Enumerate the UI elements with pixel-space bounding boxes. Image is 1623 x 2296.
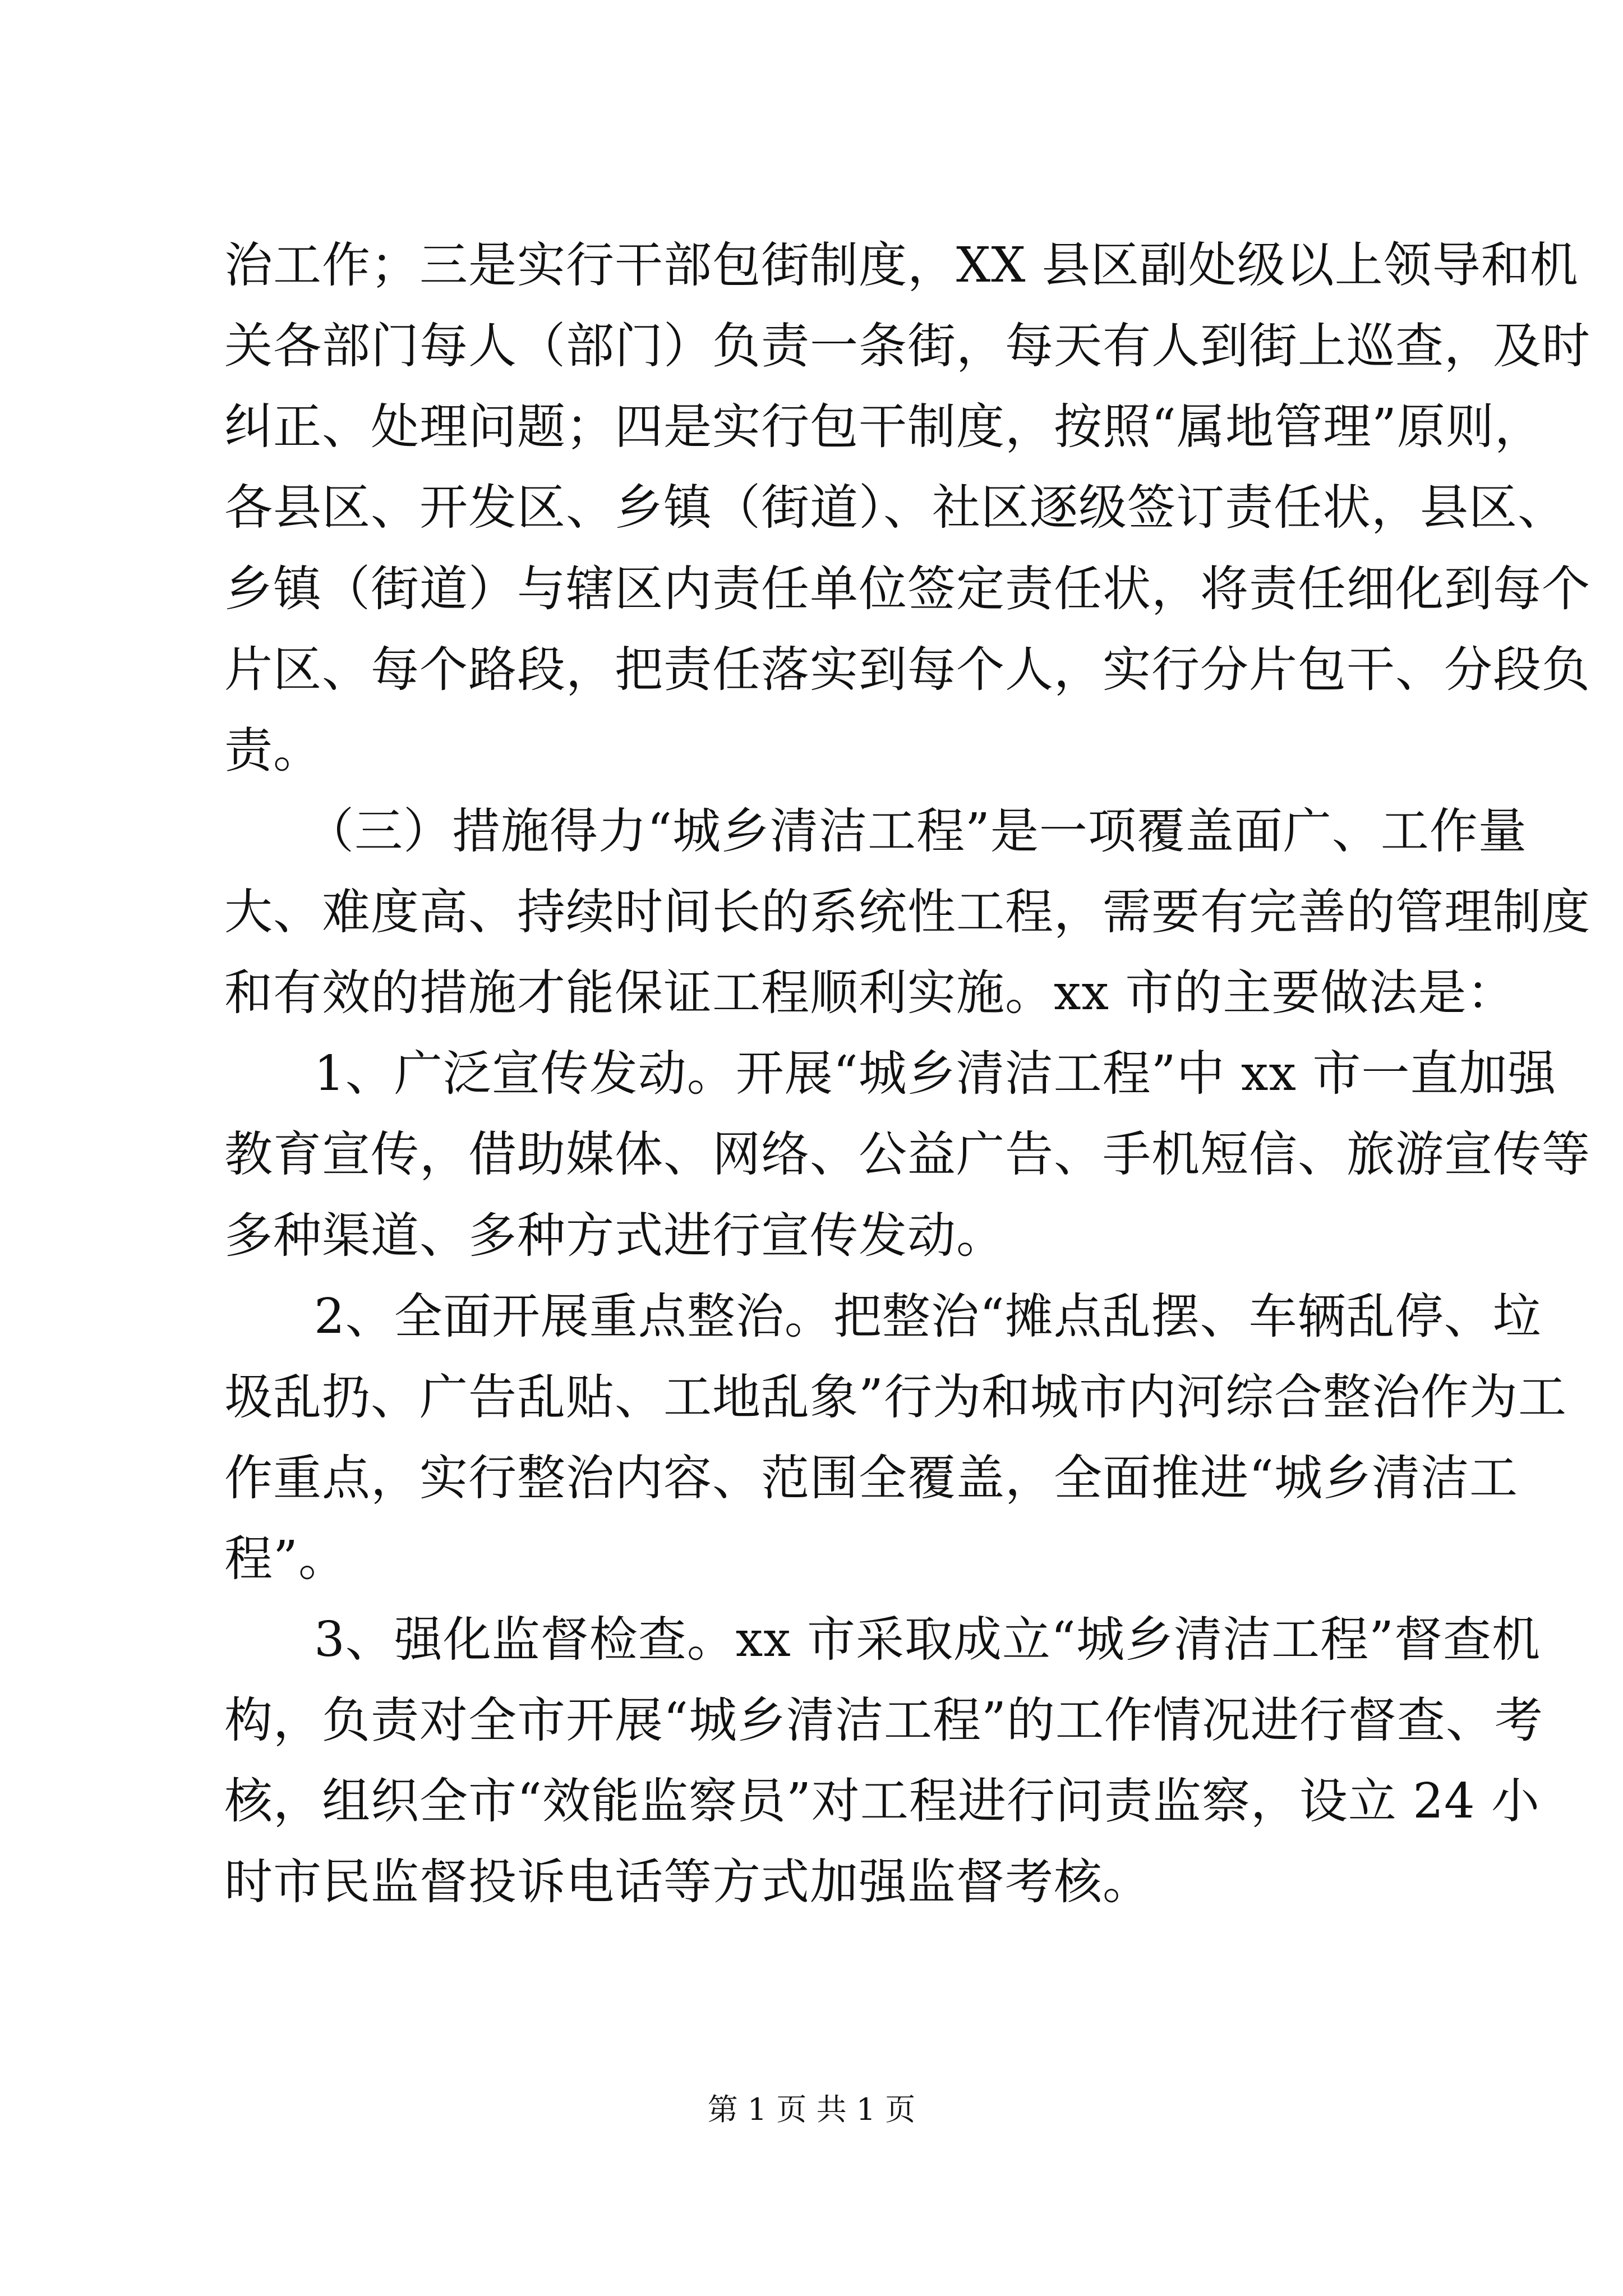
body-line: 程”。 [224,1531,347,1587]
body-line: 和有效的措施才能保证工程顺利实施。xx 市的主要做法是： [224,965,1516,1021]
body-line: 各县区、开发区、乡镇（街道）、社区逐级签订责任状，县区、 [224,480,1566,536]
body-line: 多种渠道、多种方式进行宣传发动。 [224,1208,1005,1264]
body-line: 教育宣传，借助媒体、网络、公益广告、手机短信、旅游宣传等 [224,1126,1590,1182]
body-line: 核，组织全市“效能监察员”对工程进行问责监察，设立 24 小 [224,1773,1541,1829]
list-item-1-line: 1、广泛宣传发动。开展“城乡清洁工程”中 xx 市一直加强 [314,1046,1557,1102]
page-footer: 第 1 页 共 1 页 [707,2092,916,2127]
body-line: 圾乱扔、广告乱贴、工地乱象”行为和城市内河综合整治作为工 [224,1369,1567,1425]
body-line: 责。 [224,723,322,779]
body-line: 时市民监督投诉电话等方式加强监督考核。 [224,1854,1151,1910]
body-line: 关各部门每人（部门）负责一条街，每天有人到街上巡查，及时 [224,318,1590,374]
section-heading-line: （三）措施得力“城乡清洁工程”是一项覆盖面广、工作量 [306,803,1527,859]
list-item-2-line: 2、全面开展重点整治。把整治“摊点乱摆、车辆乱停、垃 [314,1289,1542,1345]
body-line: 治工作；三是实行干部包街制度，XX 县区副处级以上领导和机 [224,237,1579,293]
body-line: 乡镇（街道）与辖区内责任单位签定责任状，将责任细化到每个 [224,561,1590,617]
body-line: 片区、每个路段，把责任落实到每个人，实行分片包干、分段负 [224,642,1590,698]
body-line: 纠正、处理问题；四是实行包干制度，按照“属地管理”原则， [224,399,1543,455]
list-item-3-line: 3、强化监督检查。xx 市采取成立“城乡清洁工程”督查机 [314,1612,1541,1668]
body-line: 大、难度高、持续时间长的系统性工程，需要有完善的管理制度 [224,884,1590,940]
body-line: 构，负责对全市开展“城乡清洁工程”的工作情况进行督查、考 [224,1692,1543,1749]
body-line: 作重点，实行整治内容、范围全覆盖，全面推进“城乡清洁工 [224,1450,1518,1506]
